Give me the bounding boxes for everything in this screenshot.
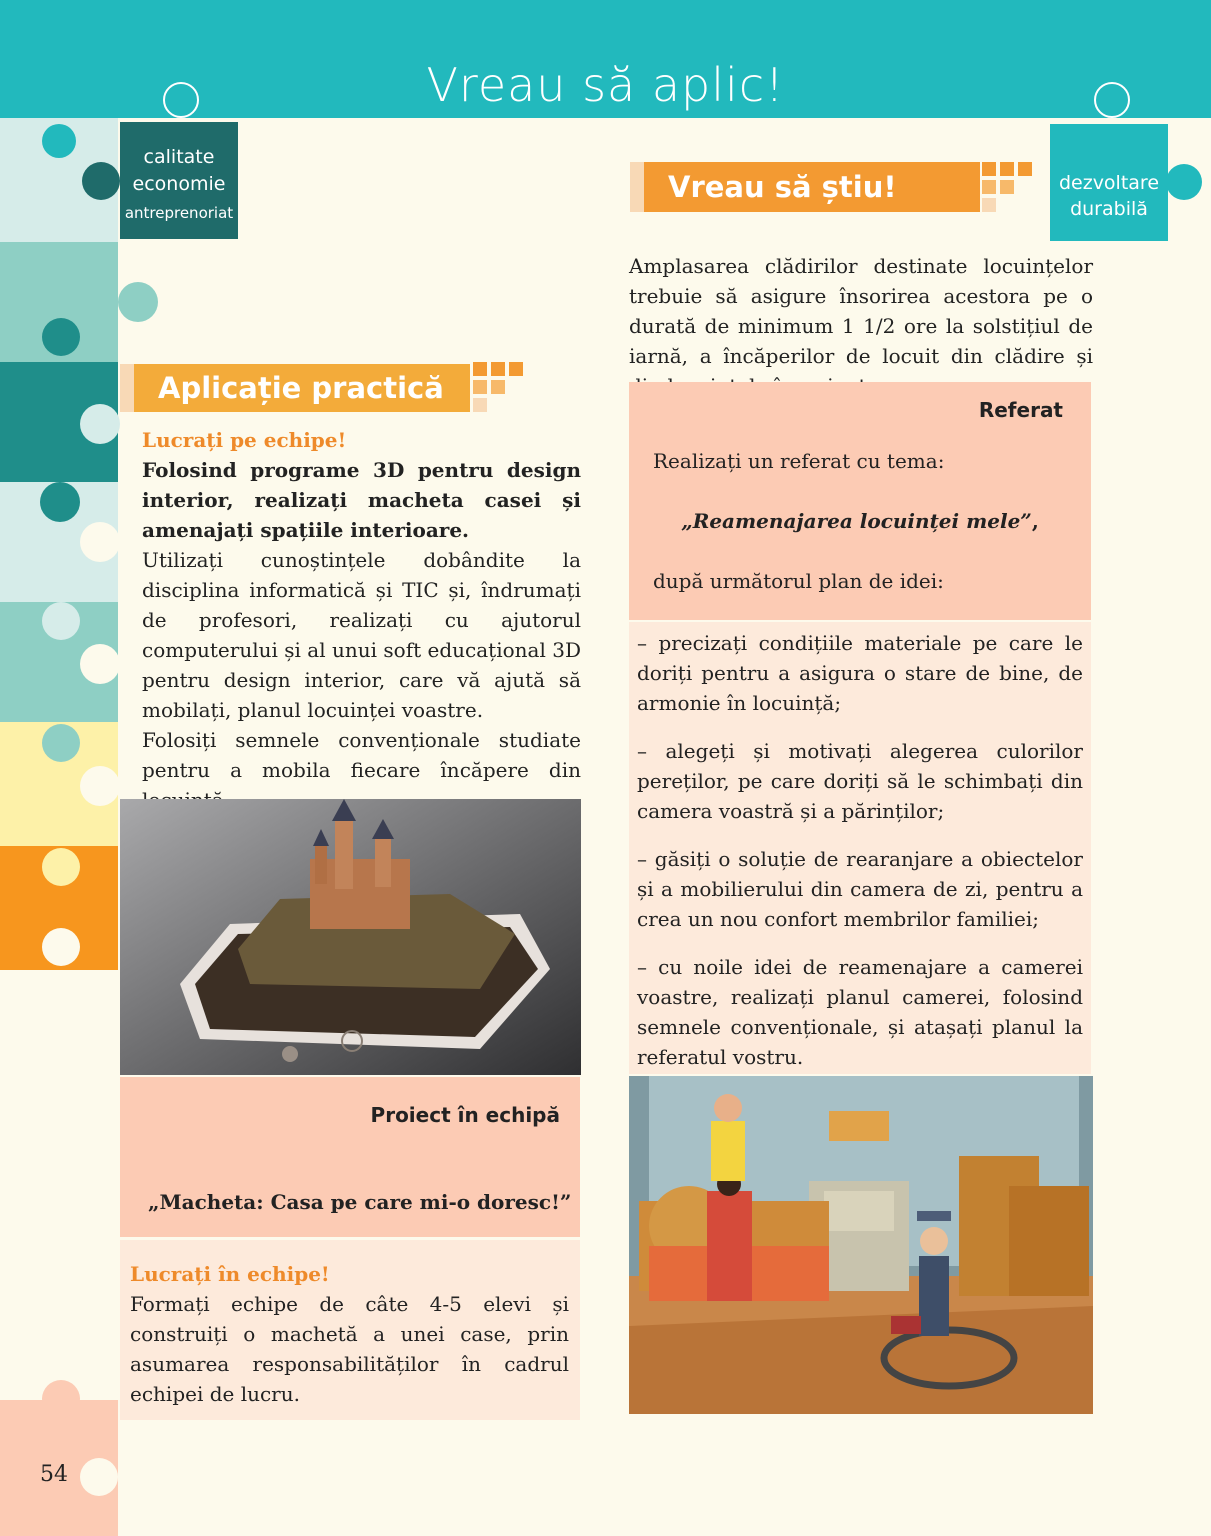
puzzle-knob [1166,164,1202,200]
referat-line: după următorul plan de idei: [653,569,944,593]
tag-line: economie [132,173,226,195]
deco-square [1018,162,1032,176]
project-text: Formați echipe de câte 4-5 elevi și construiți o machetă a unei case, prin asumarea responsabilităților în cadrul echipei de lucru. [130,1292,569,1406]
project-details-box [120,1240,580,1420]
puzzle-knob [80,522,120,562]
project-box [120,1077,580,1237]
tag-calitate-economie [120,122,238,239]
practice-lead: Lucrați pe echipe! [142,428,347,452]
know-section-title: Vreau să știu! [668,170,897,204]
dollhouse-illustration [629,1076,1093,1414]
deco-square [473,380,487,394]
practice-paragraph: Utilizați cunoștințele dobândite la disciplina informatică și TIC și, îndrumați de profesori, realizați cu ajutorul computerului și al unui soft educațional 3D pentru design interior, care vă ajută să mobilați, planul locuinței voastre. [142,548,581,722]
referat-box [629,382,1091,620]
practice-paragraph: Folosiți semnele convenționale studiate pentru a mobila fiecare încăpere din [142,728,581,782]
puzzle-knob [80,1458,118,1496]
puzzle-knob [42,724,80,762]
practice-section-title: Aplicație practică [158,371,444,405]
page-title: Vreau să aplic! [426,58,785,112]
puzzle-knob [118,282,158,322]
deco-square [1000,162,1014,176]
phone-castle-illustration [120,799,581,1075]
page-number: 54 [40,1462,68,1487]
tag-line: antreprenoriat [124,204,234,222]
project-label: Proiect în echipă [370,1103,560,1127]
deco-square [1000,180,1014,194]
deco-square [982,198,996,212]
puzzle-knob [80,404,120,444]
project-theme: „Macheta: Casa pe care mi-o doresc!” [148,1190,572,1214]
project-lead: Lucrați în echipe! [130,1262,330,1286]
referat-item: – găsiți o soluție de rearanjare a obiectelor și a mobilierului din camera de zi, pentru a crea un nou confort membrilor familiei; [637,847,1083,931]
puzzle-knob [42,318,80,356]
deco-square [491,362,505,376]
practice-section-bar [134,364,470,412]
deco-square [473,398,487,412]
puzzle-knob [40,482,80,522]
puzzle-knob [80,644,120,684]
referat-label: Referat [978,398,1063,422]
deco-square [473,362,487,376]
puzzle-knob [42,124,76,158]
section-bar-accent [120,364,134,412]
deco-square [982,180,996,194]
tag-line: durabilă [1070,198,1148,220]
puzzle-knob [163,82,199,118]
know-intro: Amplasarea clădirilor destinate locuințelor trebuie să asigure însorirea acestora pe o durată de minimum 1 1/2 ore la solstițiul de iarnă, a încăperilor de locuit din clădire și [629,254,1093,368]
referat-item: – alegeți și motivați alegerea culorilor pereților, pe care doriți să le schimbați din camera voastră și a părinților; [637,739,1083,823]
tag-line: calitate [143,146,215,168]
puzzle-knob [42,848,80,886]
deco-square [509,362,523,376]
referat-item: – cu noile idei de reamenajare a camerei voastre, realizați planul camerei, folosind semnele convenționale, și atașați planul la referatul vostru. [637,955,1083,1069]
dollhouse-photo [629,1076,1093,1414]
puzzle-knob [1094,82,1130,118]
referat-items-box [629,622,1091,1074]
tag-dezvoltare-durabila [1050,124,1168,241]
referat-theme: „Reamenajarea locuinței mele”, [681,509,1039,533]
puzzle-knob [42,602,80,640]
referat-line: Realizați un referat cu tema: [653,449,945,473]
tag-line: dezvoltare [1058,172,1160,194]
referat-item: – precizați condițiile materiale pe care le doriți pentru a asigura o stare de bine, de armonie în locuință; [637,631,1083,715]
phone-castle-photo [120,799,581,1075]
know-section-bar [644,162,980,212]
puzzle-knob [80,766,120,806]
deco-square [982,162,996,176]
puzzle-knob [42,1380,80,1418]
section-bar-accent [630,162,644,212]
deco-square [491,380,505,394]
puzzle-knob [82,162,120,200]
practice-instruction: Folosind programe 3D pentru design interior, realizați macheta casei și amenajați spațiile interioare. [142,458,581,542]
puzzle-knob [42,928,80,966]
